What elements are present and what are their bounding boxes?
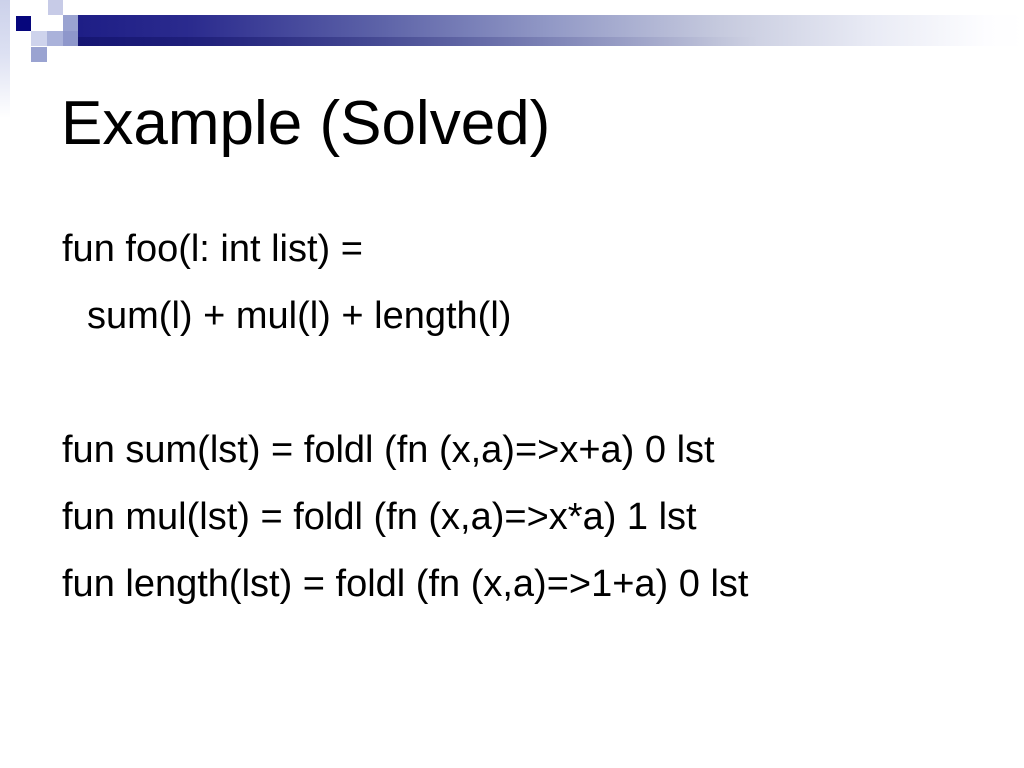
- deco-square-medium-middle: [47, 31, 63, 46]
- left-gradient-strip: [0, 0, 10, 118]
- deco-square-dark-navy: [16, 16, 31, 31]
- body-line-fun-length: fun length(lst) = foldl (fn (x,a)=>1+a) 0 lst: [62, 563, 749, 605]
- deco-square-medium-upper: [63, 15, 78, 31]
- body-line-blank: [62, 350, 748, 417]
- deco-square-dark-middle: [63, 31, 78, 46]
- header-gradient-bar: [78, 15, 1024, 46]
- body-line-foo-expression: sum(l) + mul(l) + length(l): [87, 295, 512, 337]
- deco-square-light-middle: [31, 31, 47, 46]
- deco-square-bottom: [31, 47, 47, 62]
- body-line-fun-mul: fun mul(lst) = foldl (fn (x,a)=>x*a) 1 lst: [62, 496, 697, 538]
- deco-square-light-top: [48, 0, 63, 15]
- body-line-fun-sum: fun sum(lst) = foldl (fn (x,a)=>x+a) 0 lst: [62, 429, 715, 471]
- body-line-fun-foo: fun foo(l: int list) =: [62, 228, 363, 270]
- slide-title: Example (Solved): [61, 89, 551, 158]
- slide-body: [62, 216, 748, 618]
